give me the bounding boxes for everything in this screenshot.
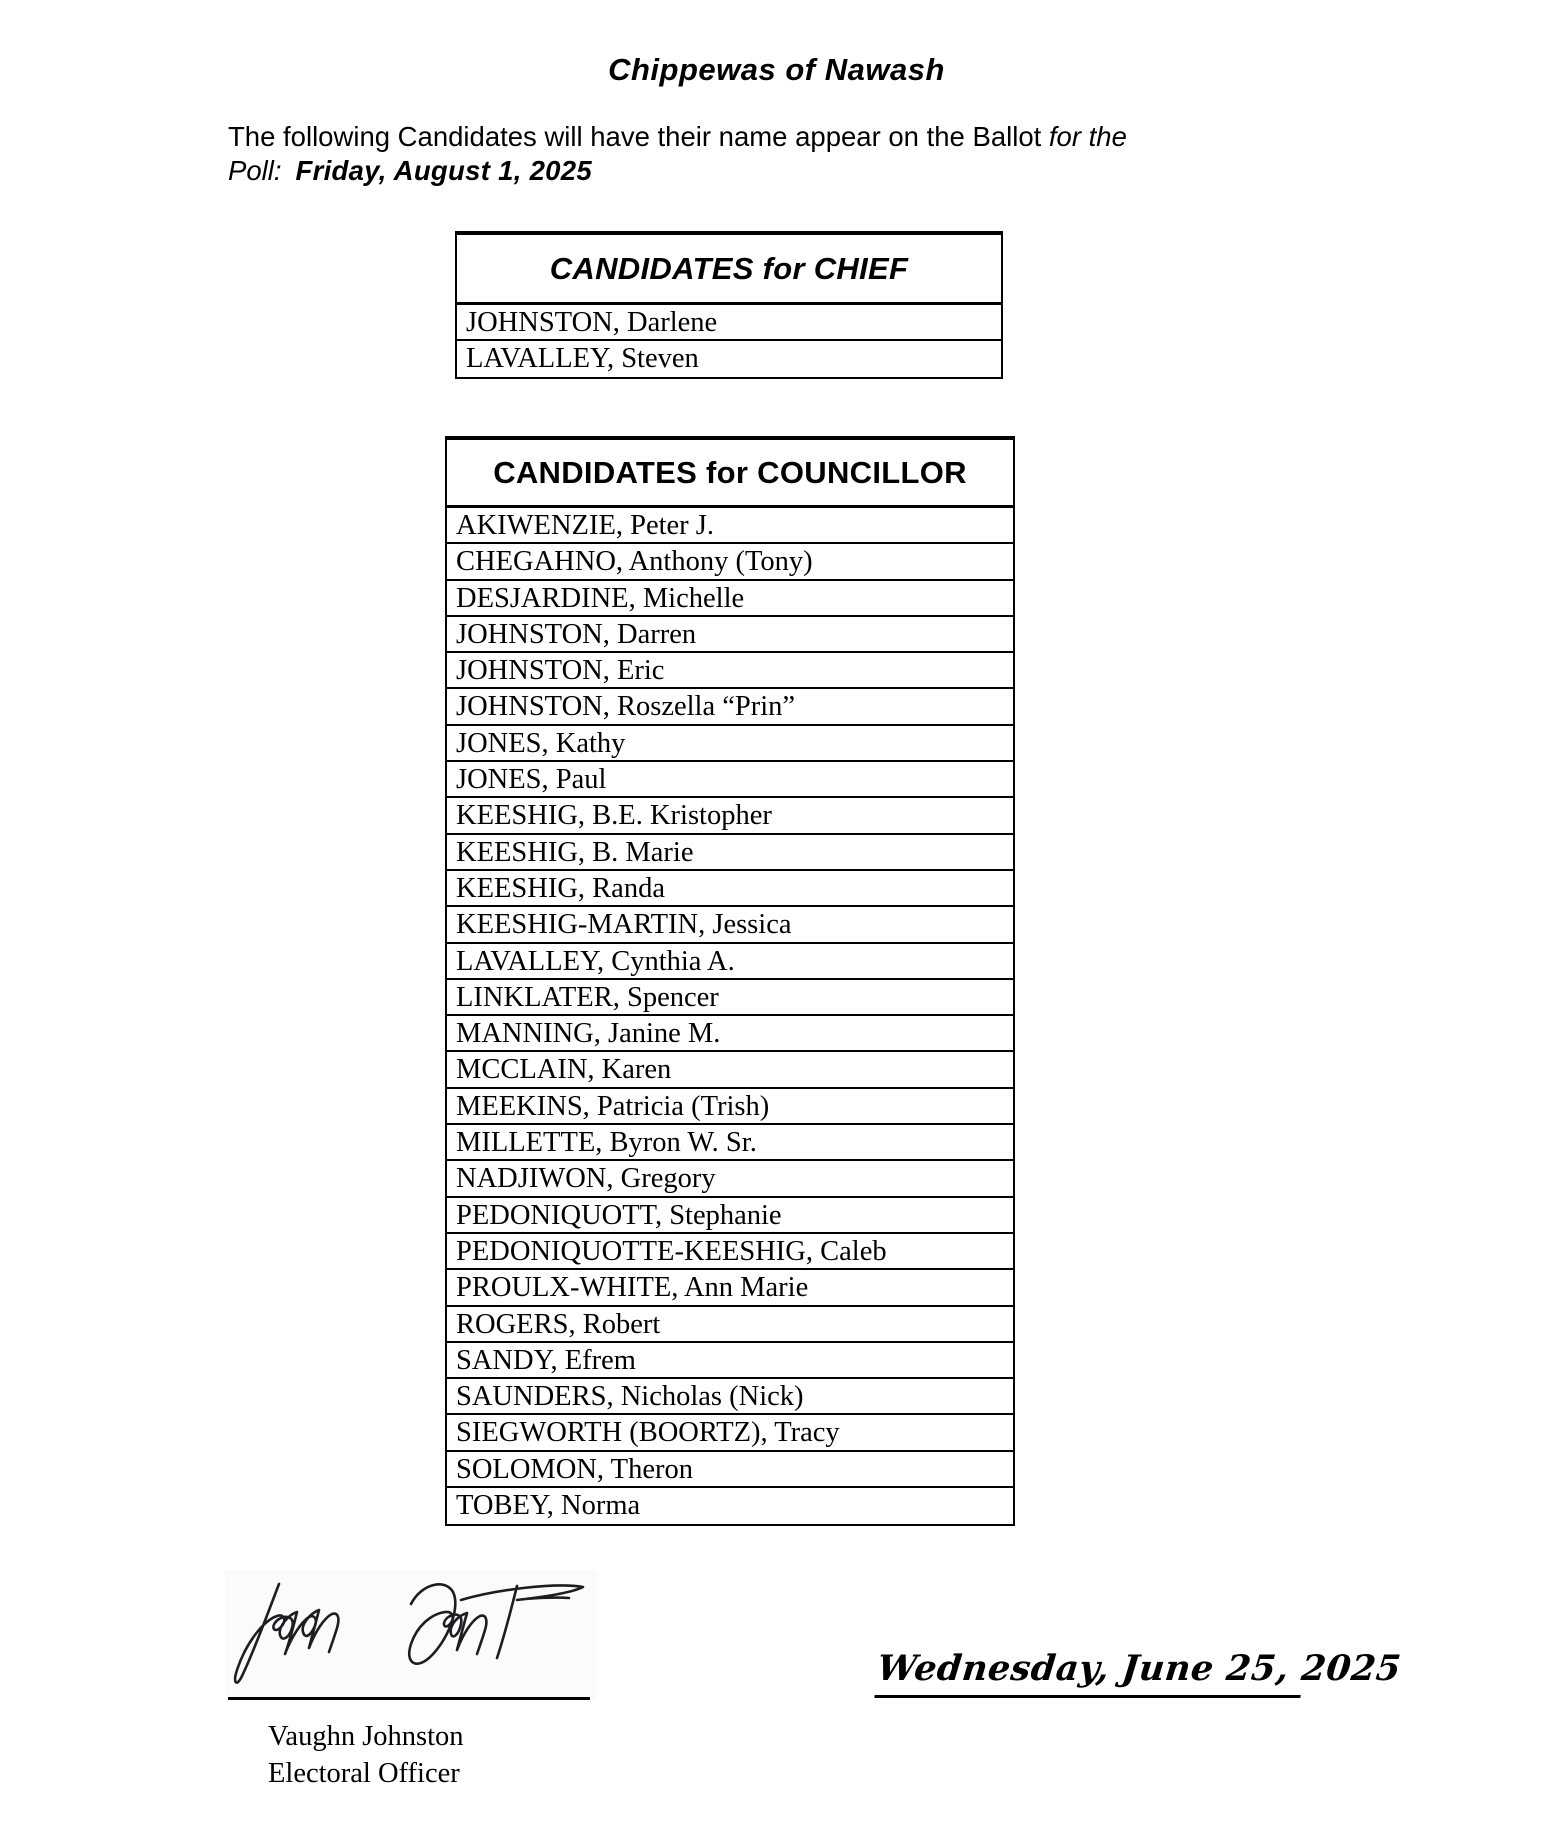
table-row xyxy=(447,544,1013,580)
table-row xyxy=(447,1343,1013,1379)
candidate-name: LAVALLEY, Steven xyxy=(466,343,699,374)
candidate-name: JONES, Kathy xyxy=(456,727,626,759)
intro-line-2 xyxy=(228,154,1288,188)
councillor-table-body xyxy=(447,508,1013,1524)
candidate-name: JOHNSTON, Darlene xyxy=(466,307,718,338)
candidate-name: KEESHIG, B.E. Kristopher xyxy=(456,800,772,832)
candidate-name: MEEKINS, Patricia (Trish) xyxy=(456,1090,770,1122)
candidate-name: SOLOMON, Theron xyxy=(456,1453,693,1485)
table-row xyxy=(457,341,1001,377)
table-row xyxy=(447,1307,1013,1343)
councillor-candidates-table xyxy=(445,436,1015,1526)
signature-caption xyxy=(268,1718,464,1792)
candidate-name: NADJIWON, Gregory xyxy=(456,1163,716,1195)
chief-table-header: CANDIDATES for CHIEF xyxy=(457,235,1001,305)
candidate-name: LAVALLEY, Cynthia A. xyxy=(456,945,735,977)
candidate-name: KEESHIG-MARTIN, Jessica xyxy=(456,909,792,941)
table-row xyxy=(447,689,1013,725)
candidate-name: SAUNDERS, Nicholas (Nick) xyxy=(456,1381,804,1413)
table-row xyxy=(447,508,1013,544)
candidate-name: JONES, Paul xyxy=(456,764,607,796)
signature-line xyxy=(228,1697,590,1700)
table-row xyxy=(447,762,1013,798)
candidate-name: TOBEY, Norma xyxy=(456,1490,641,1522)
candidate-name: PEDONIQUOTT, Stephanie xyxy=(456,1199,782,1231)
table-row xyxy=(447,1198,1013,1234)
chief-candidates-table xyxy=(455,231,1003,379)
electoral-officer-title: Electoral Officer xyxy=(268,1758,460,1789)
candidate-name: PROULX-WHITE, Ann Marie xyxy=(456,1272,809,1304)
candidate-name: MCCLAIN, Karen xyxy=(456,1054,672,1086)
candidate-name: KEESHIG, B. Marie xyxy=(456,836,694,868)
table-row xyxy=(447,980,1013,1016)
table-row xyxy=(447,1234,1013,1270)
poll-label: Poll: xyxy=(228,155,282,186)
electoral-officer-name: Vaughn Johnston xyxy=(268,1721,464,1752)
table-row xyxy=(447,871,1013,907)
table-row xyxy=(447,1016,1013,1052)
table-row xyxy=(447,1089,1013,1125)
candidate-name: JOHNSTON, Eric xyxy=(456,655,665,687)
signature-ink-icon xyxy=(225,1570,597,1700)
table-row xyxy=(447,907,1013,943)
candidate-name: MILLETTE, Byron W. Sr. xyxy=(456,1127,757,1159)
candidate-name: PEDONIQUOTTE-KEESHIG, Caleb xyxy=(456,1235,887,1267)
table-row xyxy=(447,617,1013,653)
table-row xyxy=(447,944,1013,980)
candidate-name: MANNING, Janine M. xyxy=(456,1018,721,1050)
table-row xyxy=(447,1161,1013,1197)
table-row xyxy=(447,835,1013,871)
table-row xyxy=(447,1488,1013,1524)
table-row xyxy=(447,653,1013,689)
table-row xyxy=(447,1452,1013,1488)
intro-line-1 xyxy=(228,120,1288,154)
candidate-name: JOHNSTON, Roszella “Prin” xyxy=(456,691,796,723)
table-row xyxy=(447,581,1013,617)
table-row xyxy=(447,726,1013,762)
table-row xyxy=(447,798,1013,834)
candidate-name: LINKLATER, Spencer xyxy=(456,981,719,1013)
candidate-name: KEESHIG, Randa xyxy=(456,872,665,904)
candidate-name: DESJARDINE, Michelle xyxy=(456,582,745,614)
candidate-name: ROGERS, Robert xyxy=(456,1308,661,1340)
candidate-name: SANDY, Efrem xyxy=(456,1344,636,1376)
table-row xyxy=(447,1379,1013,1415)
intro-text-regular: The following Candidates will have their name appear on the Ballot xyxy=(228,121,1049,152)
handwritten-date: Wednesday, June 25, 2025 xyxy=(874,1648,1305,1698)
candidate-name: CHEGAHNO, Anthony (Tony) xyxy=(456,546,813,578)
table-row xyxy=(447,1415,1013,1451)
intro-text-italic: for the xyxy=(1048,121,1127,152)
table-row xyxy=(457,305,1001,341)
table-row xyxy=(447,1270,1013,1306)
candidate-name: SIEGWORTH (BOORTZ), Tracy xyxy=(456,1417,840,1449)
table-row xyxy=(447,1125,1013,1161)
intro-paragraph xyxy=(228,120,1288,188)
table-row xyxy=(447,1052,1013,1088)
page-title: Chippewas of Nawash xyxy=(608,52,945,87)
poll-date: Friday, August 1, 2025 xyxy=(295,155,592,186)
councillor-table-header: CANDIDATES for COUNCILLOR xyxy=(447,440,1013,508)
candidate-name: JOHNSTON, Darren xyxy=(456,618,697,650)
handwritten-signature xyxy=(225,1570,597,1700)
candidate-name: AKIWENZIE, Peter J. xyxy=(456,510,715,541)
chief-table-body xyxy=(457,305,1001,377)
